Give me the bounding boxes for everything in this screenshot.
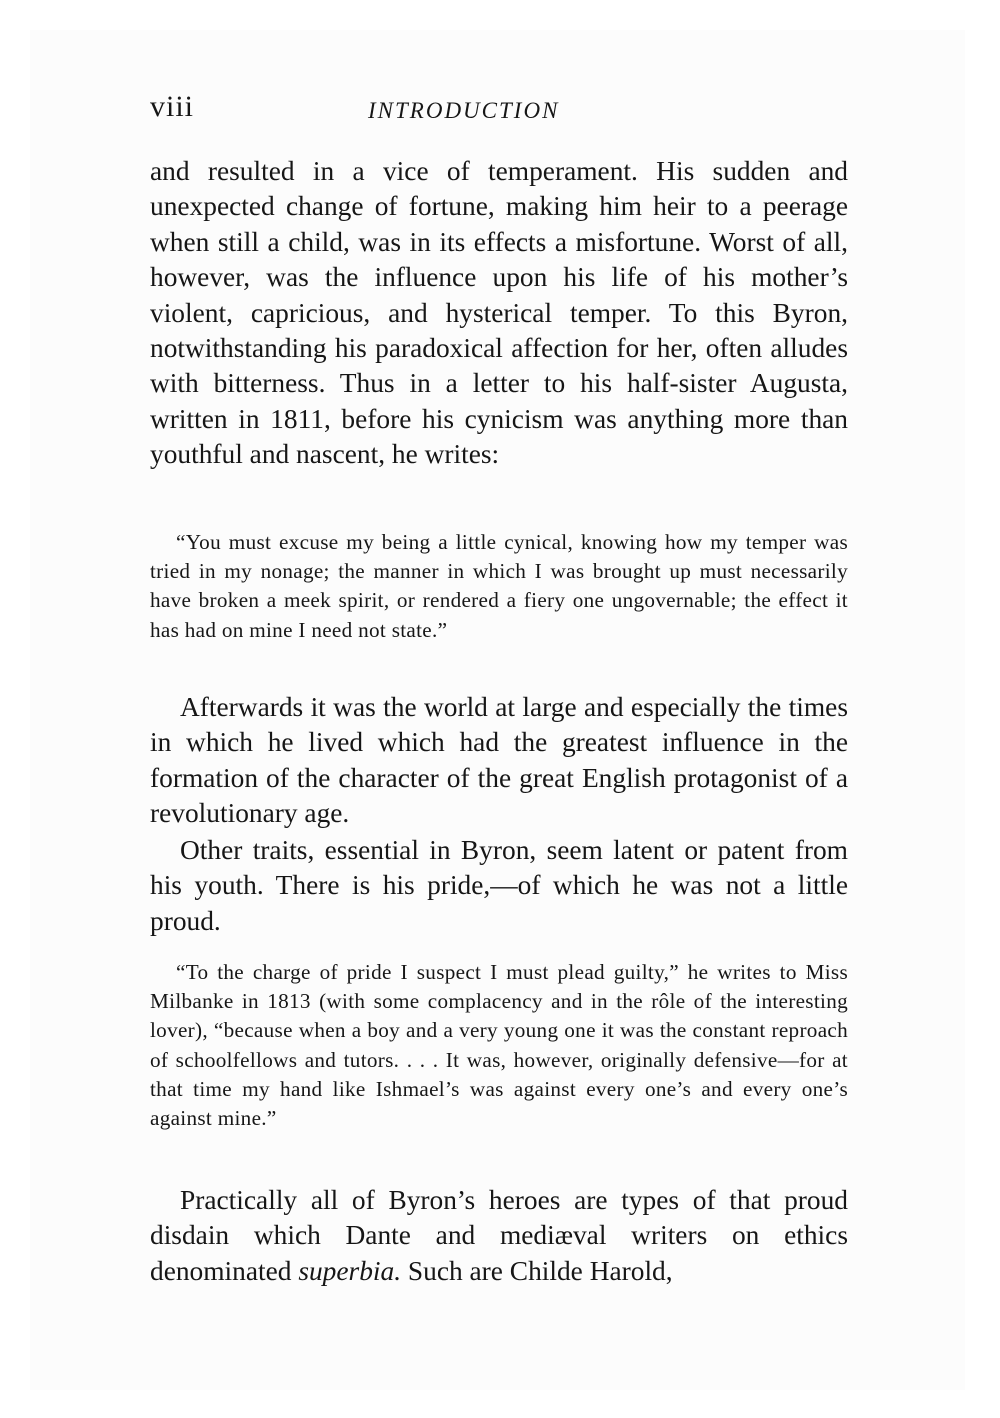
page-number: viii [150,90,195,123]
paragraph-4-text [150,1183,848,1289]
page-header [150,90,850,140]
block-quote-1 [150,528,848,645]
paragraph-4 [150,1183,848,1289]
paragraph-3 [150,833,848,939]
block-quote-1-text: “You must excuse my being a little cynical, knowing how my temper was tried in my nonage; the manner in which I was brought up must necessarily have broken a meek spirit, or rendered a fiery one ungovernable; the effect it has had on mine I need not state.” [150,530,848,642]
paragraph-2-text: Afterwards it was the world at large and especially the times in which he lived which had the greatest influence in the formation of the character of the great English protagonist of a revolutionary age. [150,692,848,829]
paragraph-4-text-end: Such are Childe Harold, [401,1255,673,1286]
italic-term-superbia: superbia. [298,1255,402,1286]
block-quote-2 [150,958,848,1133]
paragraph-1-text: and resulted in a vice of temperament. His sudden and unexpected change of fortune, making him heir to a peerage when still a child, was in its effects a misfortune. Worst of all, however, was the influence upon his life of his mother’s violent, capricious, and hysterical temper. To this Byron, notwithstanding his paradoxical affection for her, often alludes with bitterness. Thus in a letter to his half-sister Augusta, written in 1811, before his cynicism was anything more than youthful and nascent, he writes: [150,156,848,470]
paragraph-2 [150,690,848,832]
paragraph-1 [150,154,848,473]
paragraph-4-text-start: Practically all of Byron’s heroes are types of that proud disdain which Dante and mediæval writers on ethics denominated [150,1185,848,1286]
paragraph-3-text: Other traits, essential in Byron, seem latent or patent from his youth. There is his pride,—of which he was not a little proud. [150,835,848,936]
running-head: INTRODUCTION [368,98,560,123]
block-quote-2-text: “To the charge of pride I suspect I must plead guilty,” he writes to Miss Milbanke in 1813 (with some complacency and in the rôle of the interesting lover), “because when a boy and a very young one it was the constant reproach of schoolfellows and tutors. . . . It was, however, originally defensive—for at that time my hand like Ishmael’s was against every one’s and every one’s against mine.” [150,960,848,1131]
